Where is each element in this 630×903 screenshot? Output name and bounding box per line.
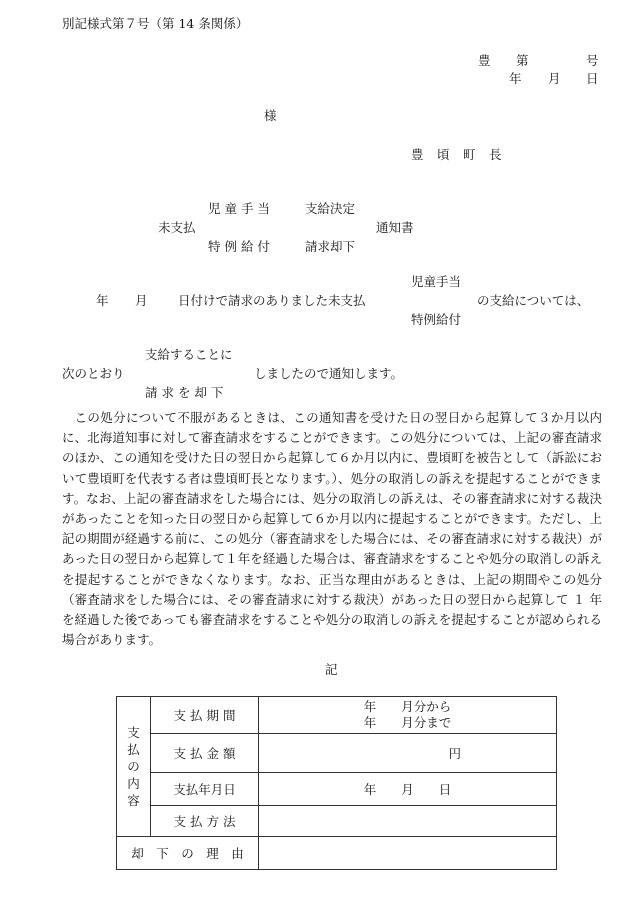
date-value: 年 月 日	[259, 773, 557, 806]
period-from: 年 月分から	[363, 699, 452, 714]
sender-3: 町	[463, 147, 476, 162]
number-prefix: 豊	[478, 53, 491, 68]
form-label: 別記様式第７号（第 14 条関係）	[62, 16, 249, 31]
request-middle: 日付けで請求のありました未支払	[178, 293, 366, 308]
decision-right: しましたので通知します。	[254, 366, 404, 381]
date-year: 年	[509, 71, 522, 86]
title-special-benefit: 特 例 給 付	[208, 239, 270, 254]
request-year: 年	[96, 293, 109, 308]
number-dai: 第	[516, 53, 529, 68]
title-decision: 支給決定	[305, 201, 356, 216]
number-suffix: 号	[586, 53, 599, 68]
title-unpaid: 未支払	[158, 220, 196, 235]
sender-2: 頃	[437, 147, 450, 162]
rejection-label: 却 下 の 理 由	[117, 837, 259, 870]
period-value	[259, 697, 557, 734]
period-label: 支 払 期 間	[151, 697, 259, 734]
request-tail: の支給については、	[477, 293, 590, 308]
rejection-value	[259, 837, 557, 870]
amount-value: 円	[259, 734, 557, 773]
notice-text: この処分について不服があるときは、この通知書を受けた日の翌日から起算して３か月以内に、北海道知事に対して審査請求をすることができます。この処分については、上記の審査請求のほか、この通知を受けた日の翌日から起算して６か月以内に、豊頃町を被告として（訴訟において豊頃町を代表する者は豊頃町長となります。）、処分の取消しの訴えを提起することができます。なお、上記の審査請求をした場合には、処分の取消しの訴えは、その審査請求に対する裁決があったことを知った日の翌日から起算して６か月以内に提起することができます。ただし、上記の期間が経過する前に、この処分（審査請求をした場合には、その審査請求に対する裁決）があった日の翌日から起算して１年を経過した場合は、審査請求をすることや処分の取消しの訴えを提起することができなくなります。なお、正当な理由があるときは、上記の期間やこの処分（審査請求をした場合には、その審査請求に対する裁決）があった日の翌日から起算して １ 年を経過した後であっても審査請求をすることや処分の取消しの訴えを提起することが認められる場合があります。	[62, 410, 602, 648]
decision-left: 次のとおり	[62, 366, 125, 381]
request-month: 月	[135, 293, 148, 308]
title-notice: 通知書	[376, 220, 414, 235]
date-label: 支払年月日	[151, 773, 259, 806]
addressee-suffix: 様	[264, 108, 277, 123]
date-month: 月	[548, 71, 561, 86]
title-rejection: 請求却下	[305, 239, 356, 254]
date-day: 日	[586, 71, 599, 86]
title-child-allowance: 児 童 手 当	[208, 201, 270, 216]
period-to: 年 月分まで	[363, 715, 452, 730]
request-child-allowance: 児童手当	[411, 274, 462, 289]
sender-4: 長	[489, 147, 502, 162]
decision-reject: 請 求 を 却 下	[145, 385, 224, 400]
payment-table	[116, 696, 557, 870]
payment-group-label: 支払の内容	[117, 697, 151, 837]
sender-1: 豊	[411, 147, 424, 162]
decision-pay: 支給することに	[145, 347, 233, 362]
notice-paragraph	[62, 408, 602, 650]
method-label: 支 払 方 法	[151, 806, 259, 837]
ki-label: 記	[325, 662, 338, 677]
request-special-benefit: 特例給付	[411, 312, 462, 327]
method-value	[259, 806, 557, 837]
amount-label: 支 払 金 額	[151, 734, 259, 773]
